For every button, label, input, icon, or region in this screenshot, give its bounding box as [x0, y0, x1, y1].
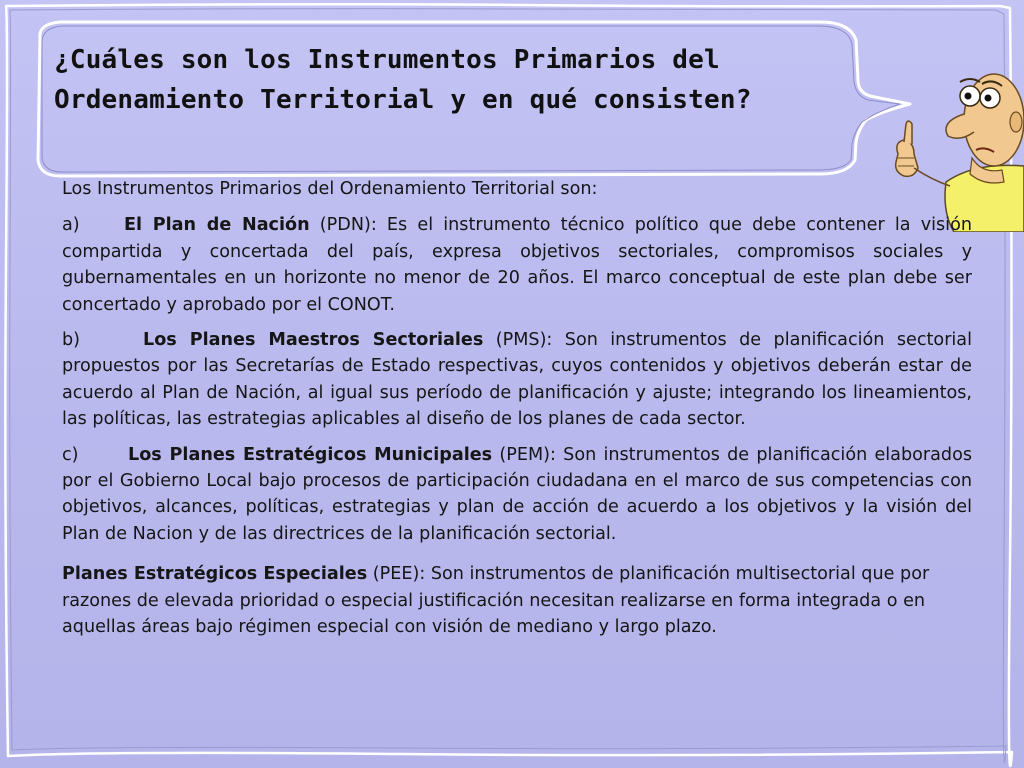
intro-text: Los Instrumentos Primarios del Ordenamiento Territorial son: — [62, 179, 598, 199]
item-name: Los Planes Maestros Sectoriales — [143, 330, 484, 351]
title-line-2: Ordenamiento Territorial y en qué consisten? — [54, 85, 752, 115]
item-abbr: (PMS): — [483, 330, 553, 351]
item-text: Son instrumentos de planificación sectorial propuestos por las Secretarías de Estado respectivas, cuyos contenidos y objetivos deberán estar de acuerdo al Plan de Nación, al igual sus período de planificación y ajuste; integrando los lineamientos, las políticas, las estrategias aplicables al diseño de los planes de cada sector. — [62, 330, 972, 430]
list-item — [62, 212, 972, 318]
list-item — [62, 442, 972, 548]
content-body — [62, 176, 972, 650]
item-marker: a) — [62, 215, 80, 236]
list-item — [62, 327, 972, 433]
item-text: Es el instrumento técnico político que debe contener la visión compartida y concertada del país, expresa objetivos sectoriales, compromisos sociales y gubernamentales en un horizonte no menor de 20 años. El marco conceptual de este plan debe ser concertado y aprobado por el CONOT. — [62, 215, 972, 315]
item-marker: c) — [62, 444, 79, 465]
item-marker: b) — [62, 330, 81, 351]
item-name: Los Planes Estratégicos Municipales — [128, 444, 493, 465]
list-item — [62, 561, 932, 640]
item-text: Son instrumentos de planificación elaborados por el Gobierno Local bajo procesos de participación ciudadana en el marco de sus competencias con objetivos, alcances, políticas, estrategias y plan de acción de acuerdo a los objetivos y la visión del Plan de Nacion y de las directrices de la planificación sectorial. — [62, 444, 973, 544]
title-line-1: ¿Cuáles son los Instrumentos Primarios del — [54, 45, 720, 75]
item-abbr: (PEE): — [367, 564, 426, 585]
item-text: Son instrumentos de planificación multisectorial que por razones de elevada prioridad o especial justificación necesitan realizarse en forma integrada o en aquellas áreas bajo régimen especial con visión de mediano y largo plazo. — [62, 564, 930, 638]
item-abbr: (PDN): — [309, 215, 377, 236]
item-name: El Plan de Nación — [124, 215, 310, 236]
item-name: Planes Estratégicos Especiales — [62, 564, 368, 585]
item-abbr: (PEM): — [492, 444, 556, 465]
slide-title — [54, 40, 814, 120]
